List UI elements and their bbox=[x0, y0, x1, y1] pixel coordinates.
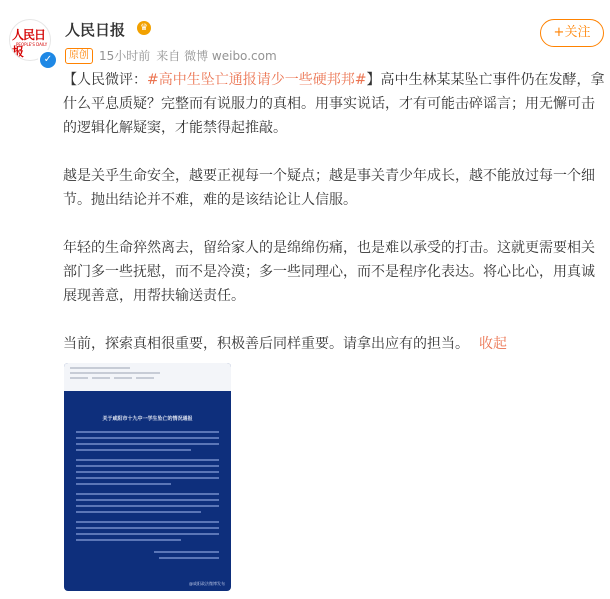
post-paragraph-2: 越是关乎生命安全，越要正视每一个疑点；越是事关青少年成长，越不能放过每一个细节。抛出结论并不难，难的是该结论让人信服。 bbox=[63, 168, 595, 208]
doc-heading: 关于咸阳市十九中一学生坠亡的情况通报 bbox=[102, 416, 193, 422]
doc-screenshot-topbar bbox=[64, 363, 231, 391]
topic-link[interactable]: #高中生坠亡通报请少一些硬邦邦# bbox=[147, 72, 367, 88]
post-p1-suffix: 】高中生林某某坠亡事件仍在发酵，拿什么平息质疑？完整而有说服力的真相。用事实说话，才有可能击碎谣言；用无懈可击的逻辑化解疑窦，才能禁得起推敲。 bbox=[63, 72, 605, 136]
post-paragraph-4 bbox=[63, 332, 605, 356]
original-tag: 原创 bbox=[65, 48, 93, 64]
avatar-logo-subtext: PEOPLE'S DAILY bbox=[16, 42, 48, 47]
avatar-logo-text: 人民日报 bbox=[12, 28, 46, 59]
post-time[interactable]: 15小时前 bbox=[99, 49, 151, 63]
follow-button[interactable]: +关注 bbox=[540, 19, 604, 47]
post-paragraph-3: 年轻的生命猝然离去，留给家人的是绵绵伤痛，也是难以承受的打击。这就更需要相关部门多一些抚慰，而不是冷漠；多一些同理心，而不是程序化表达。将心比心，用真诚展现善意，用帮扶输送责任。 bbox=[63, 240, 595, 304]
post-meta bbox=[65, 47, 277, 64]
post-source: 来自 微博 weibo.com bbox=[156, 49, 277, 63]
account-name[interactable]: 人民日报 bbox=[65, 21, 126, 39]
post-p4-text: 当前，探索真相很重要，积极善后同样重要。请拿出应有的担当。 bbox=[63, 336, 469, 352]
post-p1-prefix: 【人民微评： bbox=[63, 72, 147, 88]
post-paragraph-1 bbox=[63, 68, 605, 140]
attached-image[interactable] bbox=[64, 363, 231, 591]
gold-badge-icon: ♛ bbox=[137, 21, 151, 35]
post-content bbox=[63, 68, 605, 380]
verified-icon: ✓ bbox=[38, 50, 58, 70]
image-watermark: @咸阳政法微博发布 bbox=[189, 581, 225, 586]
collapse-link[interactable]: 收起 bbox=[479, 336, 507, 352]
